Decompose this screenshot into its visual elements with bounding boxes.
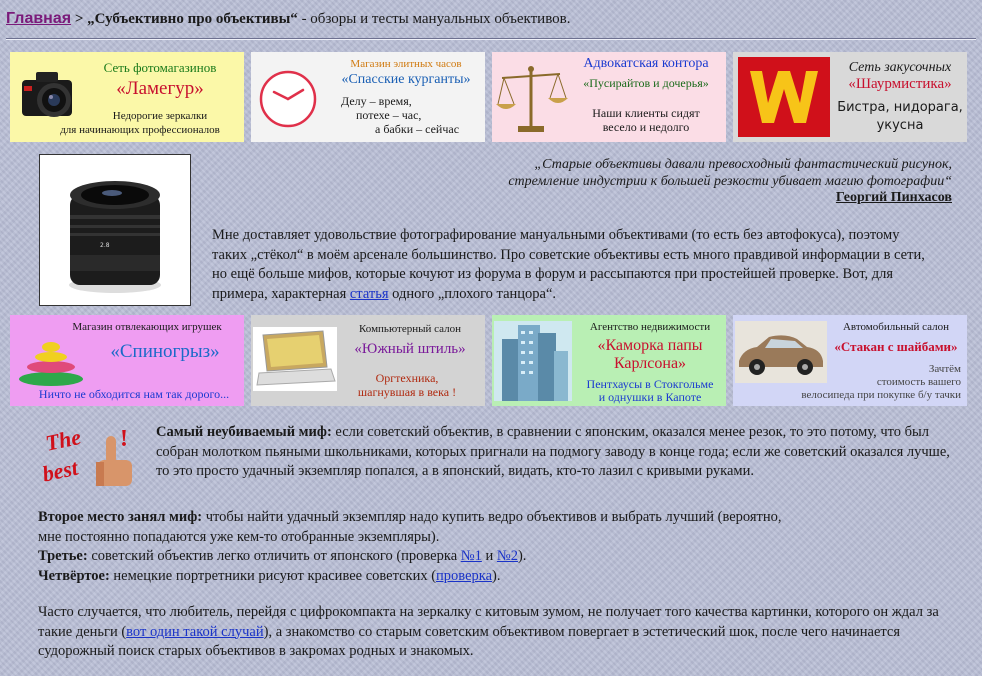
check-link[interactable]: проверка (436, 567, 493, 584)
quote-author: Георгий Пинхасов (835, 190, 952, 205)
myth-3 (38, 547, 798, 567)
ad6-line1: Оргтехника, (375, 371, 439, 385)
ad8-top: Автомобильный салон (842, 321, 950, 333)
ad4-top: Сеть закусочных (848, 60, 952, 75)
page-subtitle: - обзоры и тесты мануальных объективов. (297, 11, 571, 27)
intro-text-end: одного „плохого танцора“. (388, 285, 557, 302)
ad8-line1: Зачтём (928, 363, 961, 375)
ad8-line2: стоимость вашего (876, 376, 961, 388)
scales-icon (494, 60, 568, 140)
ad7-name: «Каморка папы Карлсона» (597, 337, 703, 372)
pyramid-toy-icon (16, 337, 86, 387)
ad1-line1: Недорогие зеркалки (112, 110, 208, 122)
laptop-icon (253, 327, 337, 391)
myth-2-label: Второе место занял миф: (38, 509, 203, 525)
myth-3-and: и (481, 548, 497, 565)
ad1-name: «Ламегур» (116, 78, 204, 99)
thumbs-up-icon (40, 422, 138, 490)
ad6-name: «Южный штиль» (354, 341, 466, 357)
myth-3-end: ). (517, 548, 527, 565)
ad2-line1: Делу – время, (341, 94, 412, 108)
ad-real-estate[interactable] (492, 315, 726, 406)
ad8-name: «Стакан с шайбами» (834, 339, 958, 354)
myth-4-label: Четвёртое: (38, 567, 110, 584)
check-1-link[interactable]: №1 (460, 548, 482, 565)
ad5-name: «Спиногрыз» (110, 341, 220, 362)
outro-paragraph (38, 603, 958, 662)
ad-watch-store[interactable] (251, 52, 485, 142)
svg-text:best: best (40, 454, 80, 487)
ad-fast-food[interactable] (733, 52, 967, 142)
home-link[interactable]: Главная (6, 10, 72, 27)
myth-3-text: советский объектив легко отличить от японского (проверка (87, 548, 461, 565)
ad-computer-store[interactable] (251, 315, 485, 406)
ad3-name: «Пусирайтов и дочерья» (583, 76, 709, 90)
ad7-line1: Пентхаусы в Стокгольме (586, 377, 714, 391)
page-title: „Субъективно про объективы“ (87, 11, 298, 27)
myth-3-label: Третье: (38, 548, 88, 565)
ad7-line2: и однушки в Капоте (598, 390, 702, 404)
svg-text:The: The (43, 423, 84, 456)
outro-text-end: ), а знакомство со старым советским объективом повергает в эстетический шок, после чего начинается судорожный поиск старых объективов в закромах родных и знакомых. (38, 623, 900, 660)
ad1-top: Сеть фотомагазинов (103, 60, 217, 75)
ad7-top: Агентство недвижимости (589, 321, 711, 333)
myth-1-label: Самый неубиваемый миф: (156, 424, 332, 440)
myth-1-text: если советский объектив, в сравнении с японским, оказался менее резок, то это потому, что был собран молотком пьяными школьниками, которых пригнали на подмогу заводу в конце года; если же советский оказался лучше, то это просто удачный экземпляр попался, а в японский, видать, кто-то лазил с кривыми руками. (156, 424, 950, 480)
ad3-top: Адвокатская контора (583, 56, 709, 71)
header (6, 10, 571, 28)
svg-text:!: ! (120, 426, 128, 452)
lens-icon (40, 155, 190, 305)
ad6-top: Компьютерный салон (359, 323, 461, 335)
ad2-line3: а бабки – сейчас (375, 122, 460, 136)
quote-line1: „Старые объективы давали превосходный фантастический рисунок, (534, 157, 952, 172)
outro-text: Часто случается, что любитель, перейдя с цифрокомпакта на зеркалку с китовым зумом, не получает того качества картинки, которого он ждал за такие деньги ( (38, 604, 939, 640)
ad6-line2: шагнувшая в века ! (357, 385, 457, 399)
ad8-line3: велосипеда при покупке б/у тачки (801, 389, 961, 401)
clock-icon (257, 68, 319, 130)
myth-2 (38, 508, 798, 547)
intro-text: Мне доставляет удовольствие фотографирование мануальными объективами (то есть без автофокуса), поэтому таких „стёкол“ в моём арсенале большинство. Про советские объективы есть много правдивой информации в сети, но ещё больше мифов, которые кочуют из форума в форум и рассыпаются при простейшей проверке. Вот, для примера, характерная (212, 227, 925, 302)
camera-icon (18, 64, 80, 126)
ad5-top: Магазин отвлекающих игрушек (72, 321, 222, 333)
ad2-top: Магазин элитных часов (350, 58, 462, 70)
ad1-line2: для начинающих профессионалов (60, 124, 220, 136)
quote-line2: стремление индустрии к большей резкости убивает магию фотографии“ (508, 174, 952, 189)
header-divider (6, 38, 976, 40)
myth-1 (156, 423, 956, 482)
building-icon (494, 321, 572, 401)
ad2-line2: потехе – час, (356, 108, 422, 122)
ad4-name: «Шаурмистика» (848, 76, 952, 92)
ad3-line2: весело и недолго (602, 120, 690, 134)
ad-law-office[interactable] (492, 52, 726, 142)
ad-photo-store[interactable] (10, 52, 244, 142)
svg-text:2.8: 2.8 (100, 242, 110, 249)
car-icon (735, 321, 827, 383)
fastfood-logo-icon (738, 57, 830, 137)
myth-4-end: ). (492, 567, 501, 584)
myth-list (38, 508, 798, 586)
intro-paragraph (212, 226, 937, 304)
lens-photo (39, 154, 191, 306)
ad5-line1: Ничто не обходится нам так дорого... (38, 387, 230, 401)
ad4-line1: Бистра, нидорага, (837, 100, 963, 115)
myth-4 (38, 567, 798, 587)
quote (412, 156, 952, 190)
the-best-badge (40, 422, 138, 490)
breadcrumb-separator: > (74, 11, 84, 27)
article-link[interactable]: статья (349, 285, 389, 302)
myth-2-text: чтобы найти удачный экземпляр надо купить ведро объективов и выбрать лучший (вероятно, мне постоянно попадаются уже кем-то отобранные экземпляры). (38, 509, 782, 545)
ad-toy-store[interactable] (10, 315, 244, 406)
ad-car-dealer[interactable] (733, 315, 967, 406)
ad2-name: «Спасские курганты» (341, 72, 471, 87)
check-2-link[interactable]: №2 (496, 548, 518, 565)
ad3-line1: Наши клиенты сидят (592, 106, 700, 120)
case-link[interactable]: вот один такой случай (126, 623, 264, 640)
ad4-line2: укусна (876, 118, 924, 133)
myth-4-text: немецкие портретники рисуют красивее советских ( (109, 567, 437, 584)
